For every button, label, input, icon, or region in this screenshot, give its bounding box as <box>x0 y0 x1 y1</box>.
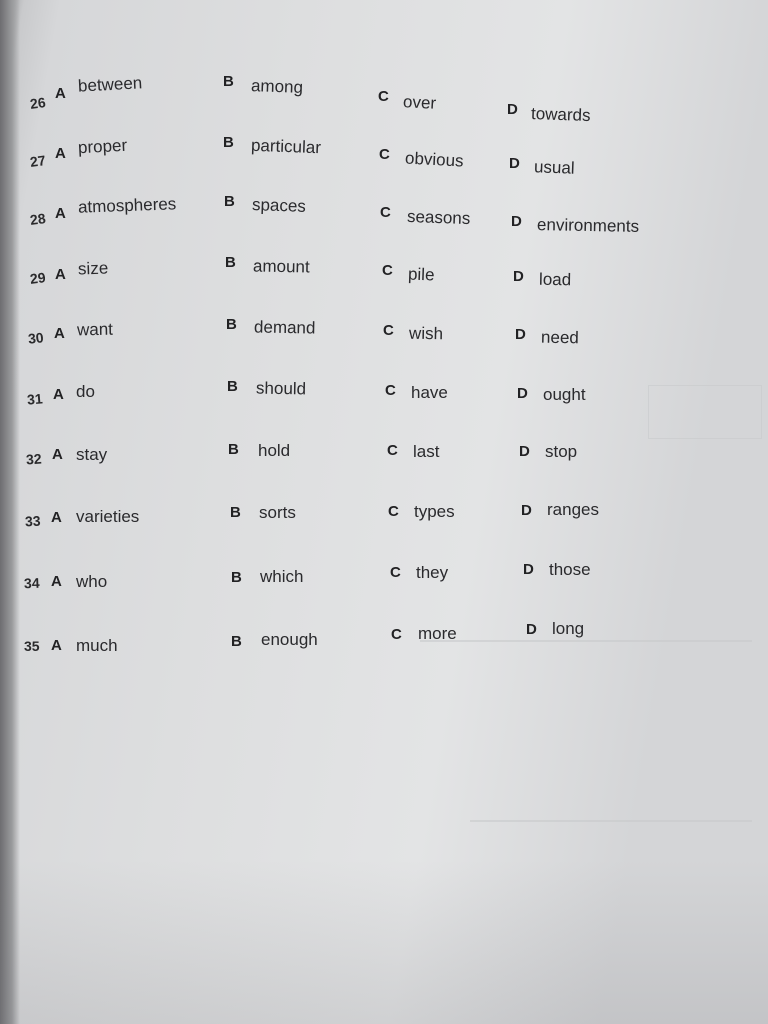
page-shadow <box>0 860 768 1024</box>
option-word-d: ought <box>543 385 586 404</box>
option-word-c: pile <box>407 264 435 285</box>
option-letter-a: A <box>55 85 66 102</box>
option-letter-d: D <box>511 213 522 230</box>
question-number: 26 <box>28 93 47 113</box>
option-letter-b: B <box>231 569 242 586</box>
option-letter-c: C <box>388 503 399 520</box>
option-letter-a: A <box>54 325 65 342</box>
option-letter-a: A <box>51 637 62 654</box>
question-number: 30 <box>27 329 45 347</box>
option-word-c: seasons <box>406 206 471 229</box>
option-letter-b: B <box>226 316 237 333</box>
option-word-b: spaces <box>251 195 307 216</box>
option-letter-c: C <box>379 146 390 163</box>
question-number: 33 <box>24 512 41 530</box>
option-word-c: types <box>414 502 455 521</box>
option-word-c: they <box>416 563 449 582</box>
option-letter-a: A <box>51 573 62 590</box>
option-word-d: load <box>538 269 572 290</box>
option-letter-b: B <box>224 193 235 210</box>
option-word-d: environments <box>536 215 640 236</box>
question-number: 28 <box>28 209 47 229</box>
option-word-a: stay <box>76 445 108 464</box>
show-through-rule <box>470 820 752 822</box>
option-word-b: particular <box>250 135 322 158</box>
option-letter-d: D <box>521 502 532 519</box>
option-letter-d: D <box>523 561 534 578</box>
option-word-c: obvious <box>404 148 465 171</box>
option-word-a: much <box>76 636 118 655</box>
option-word-d: stop <box>545 442 578 461</box>
option-word-c: have <box>411 383 448 402</box>
option-word-d: those <box>549 560 591 579</box>
option-letter-a: A <box>55 205 66 222</box>
option-letter-d: D <box>517 385 528 402</box>
option-word-b: should <box>255 378 307 399</box>
option-word-b: hold <box>258 441 291 460</box>
option-word-a: do <box>76 382 95 401</box>
option-word-a: varieties <box>76 507 140 526</box>
option-word-a: between <box>77 73 143 96</box>
option-letter-c: C <box>380 204 391 221</box>
option-letter-a: A <box>53 386 64 403</box>
option-word-b: which <box>260 567 304 586</box>
option-word-b: sorts <box>259 503 296 522</box>
option-letter-b: B <box>227 378 238 395</box>
option-word-a: proper <box>77 135 128 158</box>
option-letter-b: B <box>230 504 241 521</box>
option-letter-a: A <box>52 446 63 463</box>
option-word-b: demand <box>253 317 316 338</box>
option-letter-d: D <box>507 101 518 118</box>
option-word-d: ranges <box>547 500 599 519</box>
question-number: 34 <box>23 574 40 592</box>
option-letter-c: C <box>390 564 401 581</box>
option-letter-c: C <box>382 262 393 279</box>
option-word-b: amount <box>252 256 310 277</box>
option-word-a: size <box>77 258 109 279</box>
question-number: 27 <box>28 151 47 171</box>
option-letter-a: A <box>51 509 62 526</box>
question-number: 32 <box>25 450 43 468</box>
show-through-rule <box>420 640 752 642</box>
show-through-box <box>648 385 762 439</box>
option-letter-c: C <box>391 626 402 643</box>
option-word-d: long <box>552 619 585 638</box>
option-word-a: atmospheres <box>77 194 177 217</box>
option-letter-d: D <box>519 443 530 460</box>
option-letter-d: D <box>513 268 524 285</box>
option-word-c: wish <box>408 323 444 344</box>
option-letter-c: C <box>378 88 389 105</box>
question-number: 29 <box>29 269 47 287</box>
option-letter-c: C <box>385 382 396 399</box>
option-word-a: want <box>76 319 114 340</box>
option-letter-b: B <box>223 134 234 151</box>
question-number: 35 <box>24 638 40 654</box>
option-word-b: enough <box>261 630 318 649</box>
option-letter-d: D <box>509 155 520 172</box>
option-letter-d: D <box>515 326 526 343</box>
option-letter-b: B <box>231 633 242 650</box>
option-letter-b: B <box>228 441 239 458</box>
option-letter-a: A <box>55 266 66 283</box>
option-letter-c: C <box>387 442 398 459</box>
option-word-c: over <box>402 92 437 113</box>
option-letter-c: C <box>383 322 394 339</box>
option-word-d: usual <box>533 157 575 178</box>
option-word-c: more <box>418 624 457 643</box>
option-word-a: who <box>76 572 108 591</box>
option-letter-a: A <box>55 145 66 162</box>
option-word-d: need <box>540 327 579 348</box>
question-number: 31 <box>26 390 44 408</box>
option-letter-b: B <box>223 73 234 90</box>
option-word-c: last <box>413 442 440 461</box>
option-letter-b: B <box>225 254 236 271</box>
option-word-d: towards <box>530 103 591 126</box>
option-letter-d: D <box>526 621 537 638</box>
option-word-b: among <box>250 76 304 97</box>
